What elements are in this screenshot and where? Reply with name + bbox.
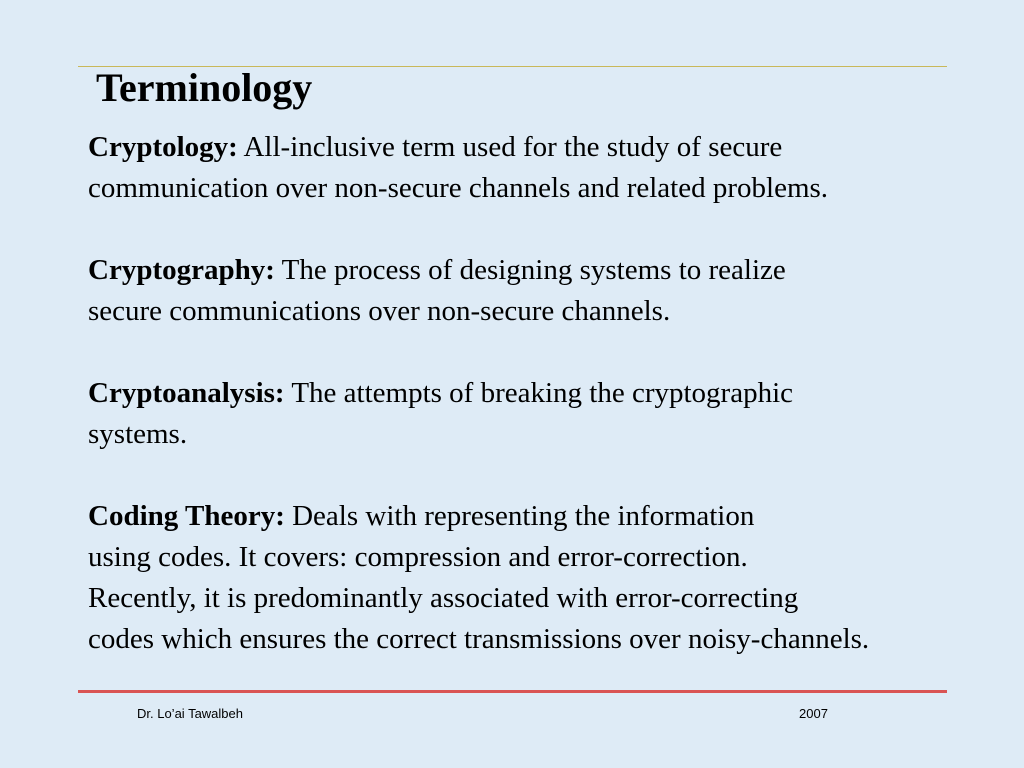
term-line <box>88 250 1018 291</box>
slide-title: Terminology <box>96 65 313 110</box>
term-text: The process of designing systems to realize <box>281 254 786 286</box>
term-line <box>88 373 1018 414</box>
footer-year: 2007 <box>799 706 828 721</box>
term-line: using codes. It covers: compression and error-correction. <box>88 541 748 573</box>
term-line: secure communications over non-secure channels. <box>88 295 671 327</box>
term-name: Cryptology: <box>88 131 238 163</box>
term-line <box>88 127 1018 168</box>
footer-divider <box>78 690 947 693</box>
term-text: All-inclusive term used for the study of secure <box>243 131 783 163</box>
term-text: Deals with representing the information <box>292 500 755 532</box>
term-text: The attempts of breaking the cryptographic <box>291 377 793 409</box>
term-cryptoanalysis <box>88 373 1018 455</box>
term-cryptology <box>88 127 1018 209</box>
term-line: codes which ensures the correct transmissions over noisy-channels. <box>88 623 870 655</box>
footer-author: Dr. Lo’ai Tawalbeh <box>137 706 243 721</box>
term-name: Coding Theory: <box>88 500 285 532</box>
term-line: communication over non-secure channels and related problems. <box>88 172 829 204</box>
term-cryptography <box>88 250 1018 332</box>
term-line: Recently, it is predominantly associated with error-correcting <box>88 582 799 614</box>
term-line: systems. <box>88 418 188 450</box>
term-name: Cryptoanalysis: <box>88 377 285 409</box>
slide-content <box>88 127 1018 660</box>
term-line <box>88 496 1018 537</box>
term-coding-theory <box>88 496 1018 660</box>
term-name: Cryptography: <box>88 254 275 286</box>
